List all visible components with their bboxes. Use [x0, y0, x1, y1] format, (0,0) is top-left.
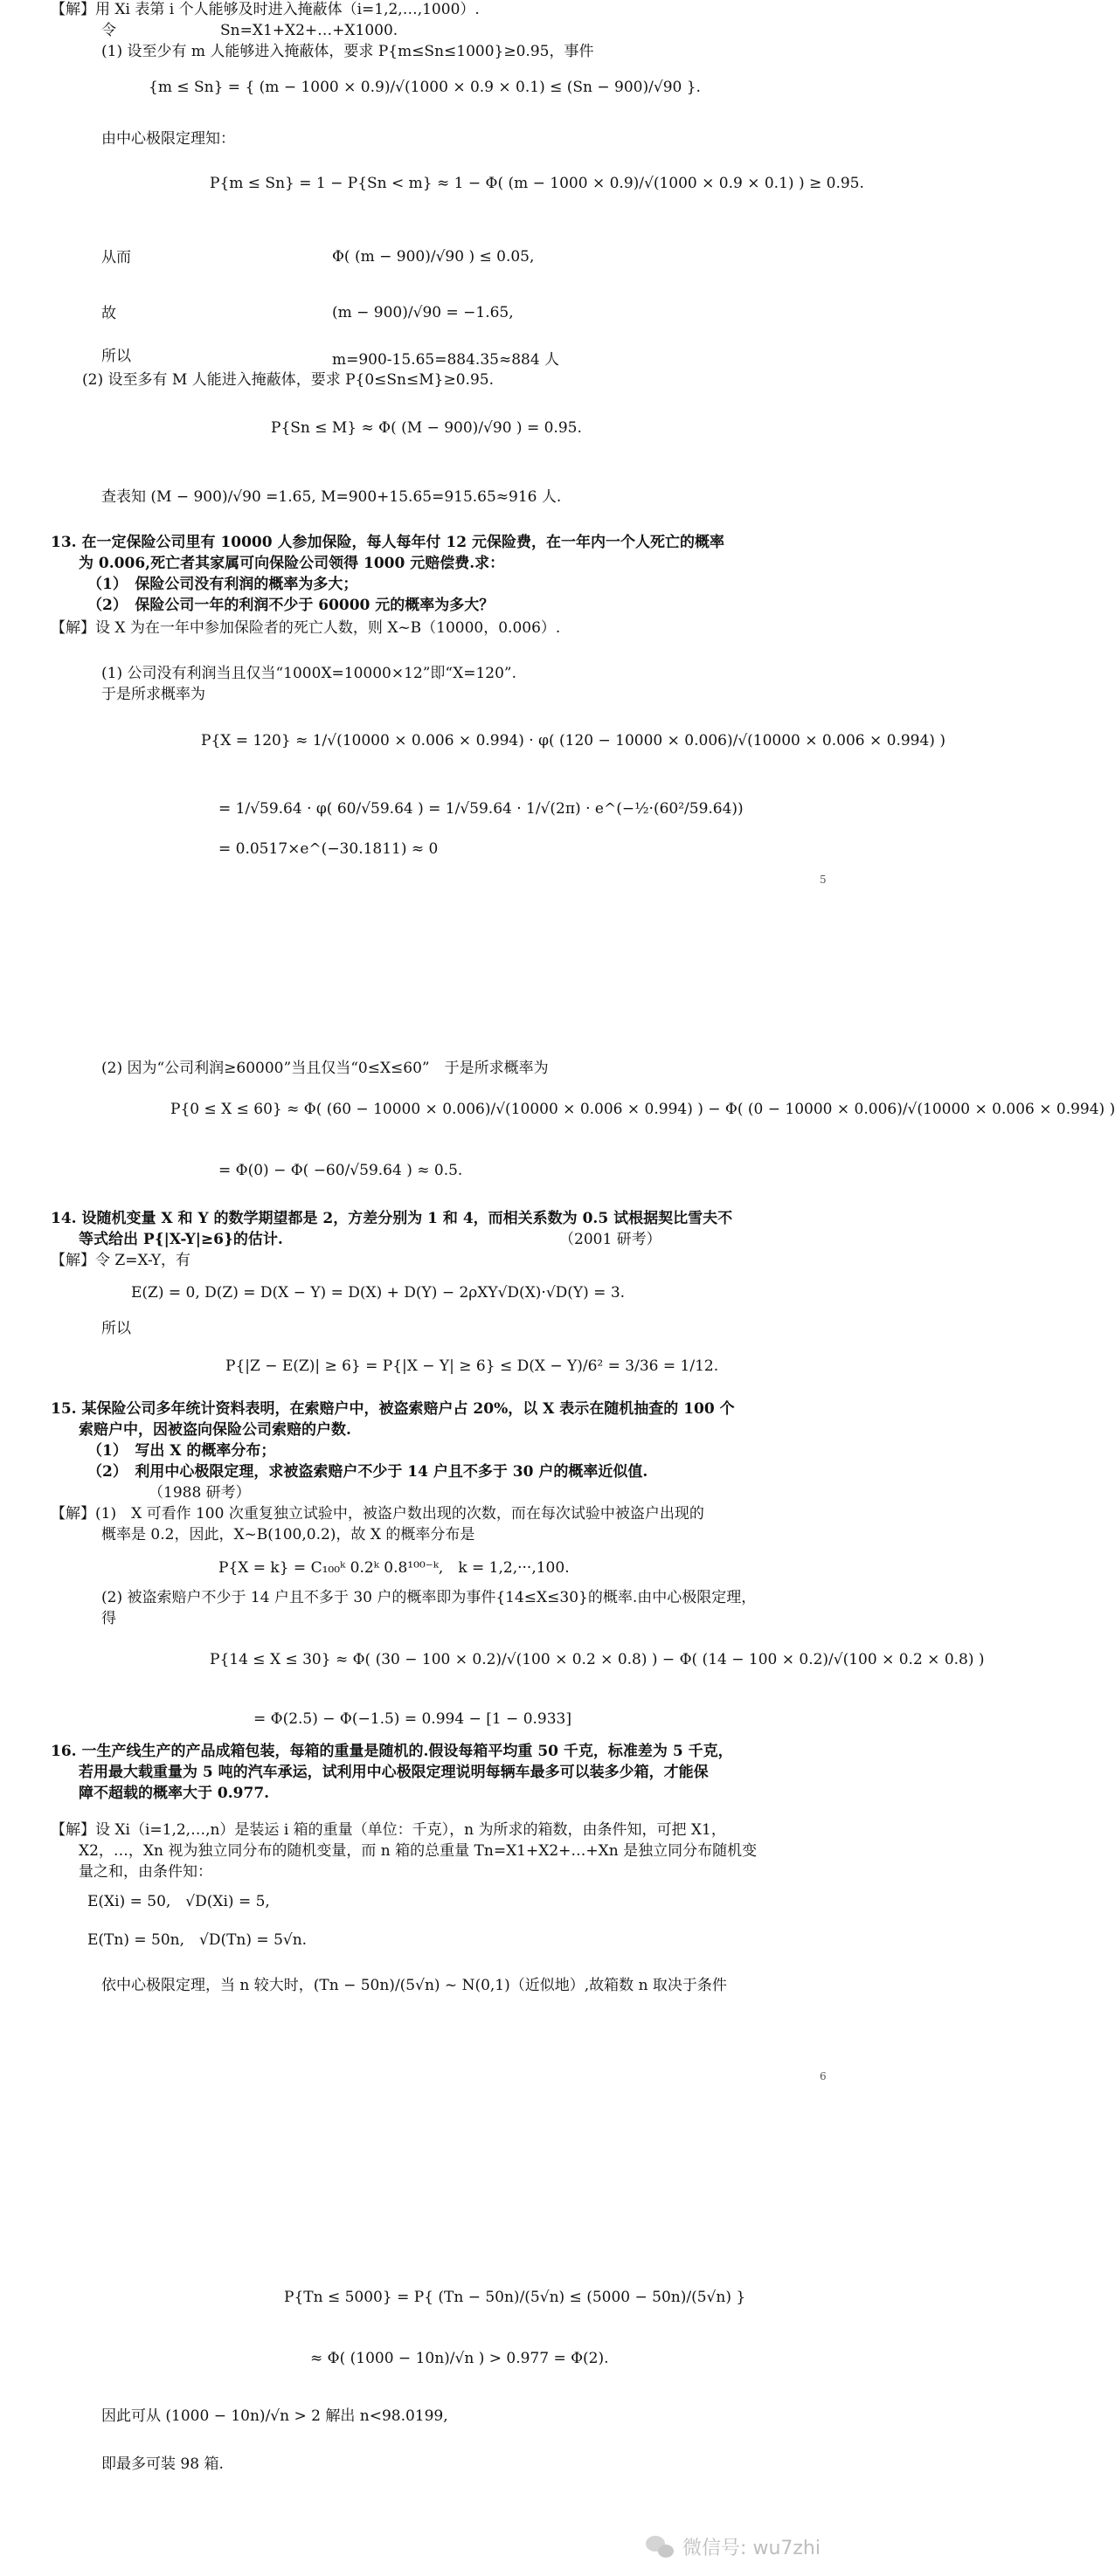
- part1-line: (1) 设至少有 m 人能够进入掩蔽体，要求 P{m≤Sn≤1000}≥0.95，事件: [101, 43, 594, 60]
- wechat-icon: [646, 2534, 675, 2560]
- answer-head: 【解】用 Xi 表第 i 个人能够及时进入掩蔽体（i=1,2,…,1000）.: [51, 1, 480, 18]
- q13-part2: (2) 因为“公司利润≥60000”当且仅当“0≤X≤60” 于是所求概率为: [101, 1060, 549, 1077]
- clt-equation: P{m ≤ Sn} = 1 − P{Sn < m} ≈ 1 − Φ( (m − 1000 × 0.9)/√(1000 × 0.9 × 0.1) ) ≥ 0.95.: [210, 175, 864, 192]
- q16-line3: 障不超载的概率大于 0.977.: [79, 1785, 270, 1802]
- part2-equation: P{Sn ≤ M} ≈ Φ( (M − 900)/√90 ) = 0.95.: [271, 419, 582, 437]
- q14-line1: 14. 设随机变量 X 和 Y 的数学期望都是 2，方差分别为 1 和 4，而相关系数为 0.5 试根据契比雪夫不: [51, 1210, 733, 1227]
- q16-ans3: 量之和，由条件知：: [79, 1863, 212, 1881]
- q13-sub2: （2） 保险公司一年的利润不少于 60000 元的概率为多大？: [87, 597, 495, 614]
- q15-line1: 15. 某保险公司多年统计资料表明，在索赔户中，被盗索赔户占 20%，以 X 表示在随机抽查的 100 个: [51, 1400, 735, 1418]
- q15-line2: 索赔户中，因被盗向保险公司索赔的户数.: [79, 1421, 351, 1439]
- q15-eq3: = Φ(2.5) − Φ(−1.5) = 0.994 − [1 − 0.933]: [253, 1710, 571, 1728]
- q16-ans1: 【解】设 Xi（i=1,2,…,n）是装运 i 箱的重量（单位：千克），n 为所求的箱数，由条件知，可把 X1，: [51, 1821, 726, 1839]
- p3-eq1: P{Tn ≤ 5000} = P{ (Tn − 50n)/(5√n) ≤ (5000 − 50n)/(5√n) }: [284, 2289, 746, 2306]
- q13-part2-eq1: P{0 ≤ X ≤ 60} ≈ Φ( (60 − 10000 × 0.006)/√(10000 × 0.006 × 0.994) ) − Φ( (0 − 10000 × 0.006)/√(10000 × 0.006 × 0.994) ): [170, 1101, 1115, 1118]
- q15-ans1: 【解】(1) X 可看作 100 次重复独立试验中，被盗户数出现的次数，而在每次试验中被盗户出现的: [51, 1505, 704, 1523]
- q16-eq1: E(Xi) = 50, √D(Xi) = 5,: [87, 1893, 270, 1910]
- clt-line: 由中心极限定理知：: [101, 130, 235, 148]
- q13-eq3: = 0.0517×e^(−30.1811) ≈ 0: [218, 840, 439, 858]
- q16-ans2: X2，…，Xn 视为独立同分布的随机变量，而 n 箱的总重量 Tn=X1+X2+…+Xn 是独立同分布随机变: [79, 1842, 758, 1860]
- q14-answer: 【解】令 Z=X-Y，有: [51, 1252, 191, 1269]
- q14-year: （2001 研考）: [559, 1231, 661, 1248]
- q15-ans1b: 概率是 0.2，因此，X~B(100,0.2)，故 X 的概率分布是: [101, 1526, 475, 1544]
- q15-ans2b: 得: [101, 1610, 116, 1627]
- thus-equation: Φ( (m − 900)/√90 ) ≤ 0.05,: [332, 248, 535, 266]
- page-number: 5: [820, 874, 827, 886]
- p3-eq2: ≈ Φ( (1000 − 10n)/√n ) > 0.977 = Φ(2).: [310, 2350, 609, 2367]
- q13-line2: 为 0.006,死亡者其家属可向保险公司领得 1000 元赔偿费.求：: [79, 555, 505, 572]
- q14-eq1: E(Z) = 0, D(Z) = D(X − Y) = D(X) + D(Y) − 2ρXY√D(X)·√D(Y) = 3.: [131, 1284, 626, 1302]
- q13-part1b: 于是所求概率为: [101, 686, 205, 703]
- hence-equation: m=900-15.65=884.35≈884 人: [332, 351, 560, 369]
- part1-equation: {m ≤ Sn} = { (m − 1000 × 0.9)/√(1000 × 0.9 × 0.1) ≤ (Sn − 900)/√90 }.: [149, 79, 701, 96]
- q13-answer: 【解】设 X 为在一年中参加保险者的死亡人数，则 X~B（10000，0.006）.: [51, 619, 561, 637]
- part2-line: (2) 设至多有 M 人能进入掩蔽体，要求 P{0≤Sn≤M}≥0.95.: [82, 371, 494, 389]
- q15-eq1: P{X = k} = C₁₀₀ᵏ 0.2ᵏ 0.8¹⁰⁰⁻ᵏ, k = 1,2,···,100.: [218, 1559, 570, 1577]
- table-line: 查表知 (M − 900)/√90 =1.65, M=900+15.65=915.65≈916 人.: [101, 488, 562, 506]
- q15-sub2: （2） 利用中心极限定理，求被盗索赔户不少于 14 户且不多于 30 户的概率近似值.: [87, 1463, 648, 1481]
- q13-part1: (1) 公司没有利润当且仅当“1000X=10000×12”即“X=120”.: [101, 665, 517, 682]
- q13-eq2: = 1/√59.64 · φ( 60/√59.64 ) = 1/√59.64 · 1/√(2π) · e^(−½·(60²/59.64)): [218, 800, 744, 818]
- q14-eq2: P{|Z − E(Z)| ≥ 6} = P{|X − Y| ≥ 6} ≤ D(X − Y)/6² = 3/36 = 1/12.: [225, 1357, 719, 1375]
- thus-label: 从而: [101, 249, 131, 266]
- q13-sub1: （1） 保险公司没有利润的概率为多大；: [87, 576, 358, 593]
- q15-sub1: （1） 写出 X 的概率分布；: [87, 1442, 276, 1460]
- watermark-text: 微信号: wu7zhi: [682, 2538, 821, 2559]
- q15-ans2: (2) 被盗索赔户不少于 14 户且不多于 30 户的概率即为事件{14≤X≤30}的概率.由中心极限定理，: [101, 1589, 757, 1606]
- q16-line1: 16. 一生产线生产的产品成箱包装，每箱的重量是随机的.假设每箱平均重 50 千克，标准差为 5 千克，: [51, 1743, 733, 1760]
- p3-final: 即最多可装 98 箱.: [101, 2455, 224, 2473]
- q16-eq2: E(Tn) = 50n, √D(Tn) = 5√n.: [87, 1931, 308, 1949]
- so-equation: (m − 900)/√90 = −1.65,: [332, 304, 514, 321]
- q13-line1: 13. 在一定保险公司里有 10000 人参加保险，每人每年付 12 元保险费，在一年内一个人死亡的概率: [51, 534, 724, 551]
- q16-clt: 依中心极限定理，当 n 较大时，(Tn − 50n)/(5√n) ~ N(0,1)（近似地）,故箱数 n 取决于条件: [101, 1977, 727, 1994]
- let-line: 令 Sn=X1+X2+…+X1000.: [101, 22, 398, 39]
- q16-line2: 若用最大载重量为 5 吨的汽车承运，试利用中心极限定理说明每辆车最多可以装多少箱，才能保: [79, 1764, 709, 1781]
- hence-label: 所以: [101, 348, 131, 365]
- p3-conclude: 因此可从 (1000 − 10n)/√n > 2 解出 n<98.0199,: [101, 2407, 448, 2425]
- q13-part2-eq2: = Φ(0) − Φ( −60/√59.64 ) ≈ 0.5.: [218, 1162, 463, 1179]
- q13-eq1: P{X = 120} ≈ 1/√(10000 × 0.006 × 0.994) · φ( (120 − 10000 × 0.006)/√(10000 × 0.006 × 0.994) ): [201, 732, 945, 749]
- q15-eq2: P{14 ≤ X ≤ 30} ≈ Φ( (30 − 100 × 0.2)/√(100 × 0.2 × 0.8) ) − Φ( (14 − 100 × 0.2)/√(100 × 0.2 × 0.8) ): [210, 1651, 985, 1668]
- q14-line2: 等式给出 P{|X-Y|≥6}的估计.: [79, 1231, 283, 1248]
- q14-so: 所以: [101, 1320, 131, 1337]
- q15-year: （1988 研考）: [149, 1484, 251, 1502]
- watermark: [646, 2533, 821, 2560]
- so-label: 故: [101, 305, 116, 322]
- page-number-2: 6: [820, 2070, 827, 2082]
